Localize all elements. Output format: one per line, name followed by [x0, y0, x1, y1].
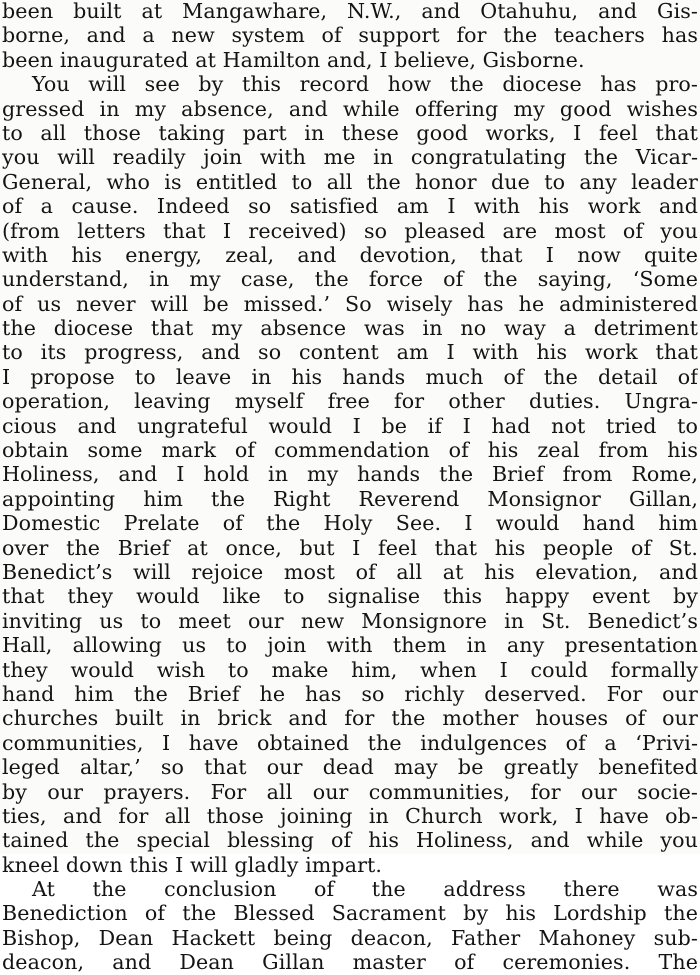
text-line: leged altar,’ so that our dead may be greatly benefited	[2, 755, 698, 780]
text-line: Benediction of the Blessed Sacrament by his Lordship the	[2, 901, 698, 926]
text-line: communities, I have obtained the indulgences of a ‘Privi-	[2, 730, 698, 755]
text-line: you will readily join with me in congratulating the Vicar-	[2, 145, 698, 170]
text-line: obtain some mark of commendation of his zeal from his	[2, 438, 698, 463]
text-line: that they would like to signalise this happy event by	[2, 584, 698, 609]
text-line: to all those taking part in these good works, I feel that	[2, 120, 698, 145]
text-line: ties, and for all those joining in Church work, I have ob-	[2, 803, 698, 828]
text-line: tained the special blessing of his Holiness, and while you	[2, 828, 698, 853]
text-line: over the Brief at once, but I feel that his people of St.	[2, 535, 698, 560]
text-line: kneel down this I will gladly impart.	[2, 852, 383, 877]
text-line: borne, and a new system of support for the teachers has	[2, 23, 698, 48]
text-line: You will see by this record how the diocese has pro-	[32, 72, 698, 97]
text-line: to its progress, and so content am I with his work that	[2, 340, 698, 365]
text-line: operation, leaving myself free for other duties. Ungra-	[2, 389, 698, 414]
text-line: Holiness, and I hold in my hands the Brief from Rome,	[2, 462, 698, 487]
text-line: Bishop, Dean Hackett being deacon, Father Mahoney sub-	[2, 925, 698, 950]
text-line: cious and ungrateful would I be if I had not tried to	[2, 413, 698, 438]
text-line: with his energy, zeal, and devotion, that I now quite	[2, 242, 698, 267]
text-line: appointing him the Right Reverend Monsignor Gillan,	[2, 486, 698, 511]
text-line: Domestic Prelate of the Holy See. I would hand him	[2, 511, 698, 536]
text-line: been built at Mangawhare, N.W., and Otahuhu, and Gis-	[2, 0, 698, 23]
text-line: Hall, allowing us to join with them in any presentation	[2, 633, 698, 658]
article-column	[2, 0, 698, 975]
text-line: At the conclusion of the address there was	[32, 877, 698, 902]
text-line: of us never will be missed.’ So wisely has he administered	[2, 291, 698, 316]
text-line: deacon, and Dean Gillan master of ceremonies. The	[2, 950, 698, 975]
text-line: the diocese that my absence was in no way a detriment	[2, 316, 698, 341]
text-line: I propose to leave in his hands much of the detail of	[2, 364, 698, 389]
text-line: they would wish to make him, when I could formally	[2, 657, 698, 682]
text-line: Benedict’s will rejoice most of all at his elevation, and	[2, 559, 698, 584]
text-line: of a cause. Indeed so satisfied am I with his work and	[2, 194, 698, 219]
text-line: General, who is entitled to all the honor due to any leader	[2, 169, 698, 194]
text-line: gressed in my absence, and while offering my good wishes	[2, 96, 698, 121]
text-line: by our prayers. For all our communities, for our socie-	[2, 779, 698, 804]
text-line: hand him the Brief he has so richly deserved. For our	[2, 681, 698, 706]
text-line: been inaugurated at Hamilton and, I believe, Gisborne.	[2, 47, 585, 72]
text-line: inviting us to meet our new Monsignore in St. Benedict’s	[2, 608, 698, 633]
text-line: churches built in brick and for the mother houses of our	[2, 706, 698, 731]
text-line: understand, in my case, the force of the saying, ‘Some	[2, 267, 698, 292]
text-line: (from letters that I received) so pleased are most of you	[2, 218, 698, 243]
